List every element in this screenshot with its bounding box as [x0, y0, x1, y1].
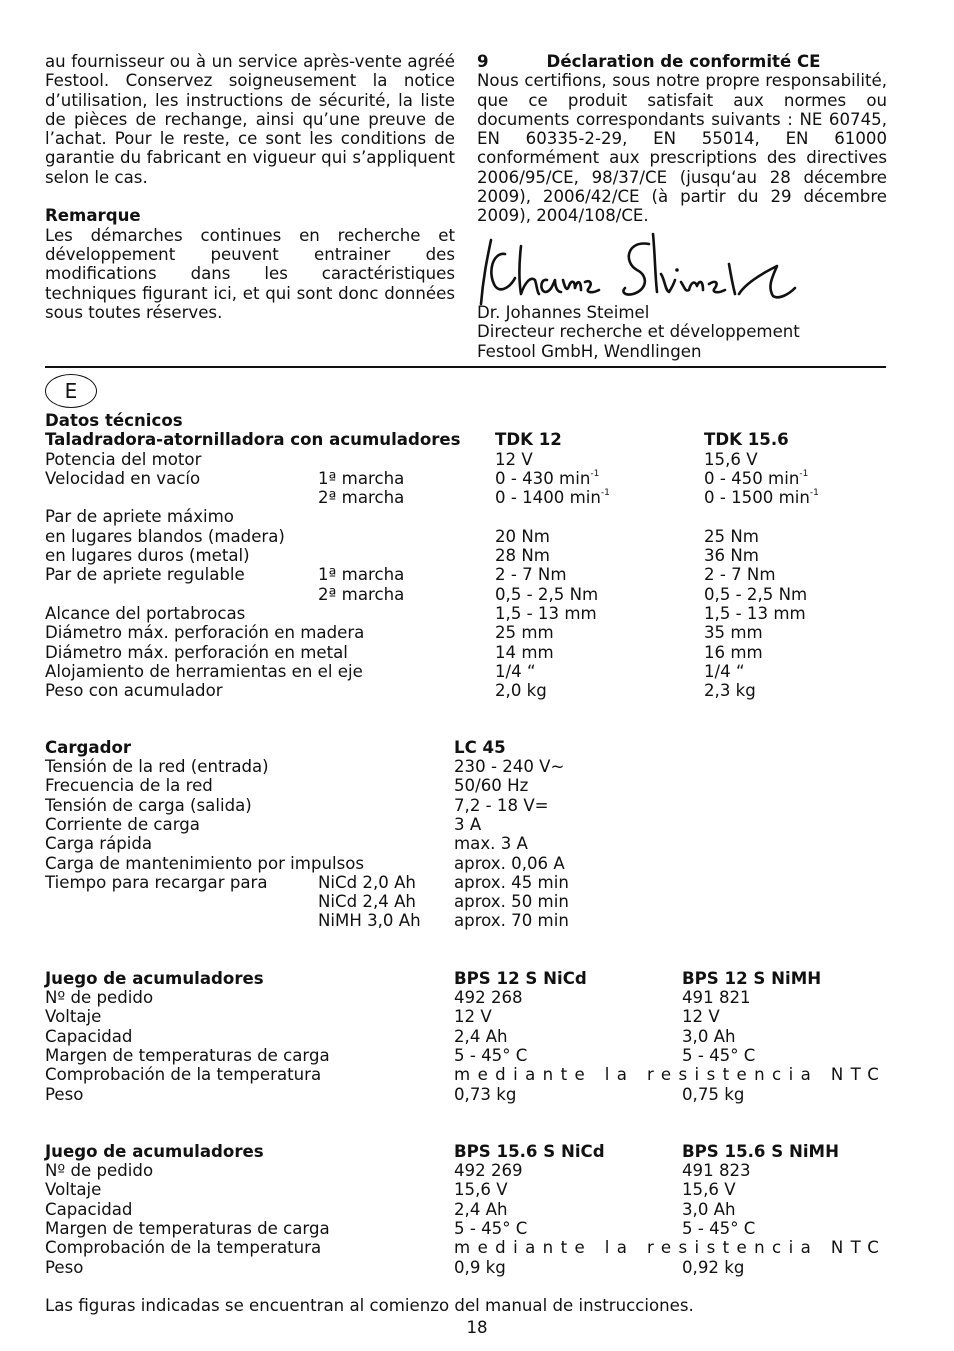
- cargador-title: Cargador: [45, 738, 132, 757]
- datos-row: [45, 488, 905, 507]
- row-value-b: 491 823: [682, 1161, 751, 1180]
- row-value-b: 0,92 kg: [682, 1257, 745, 1277]
- row-label: Capacidad: [45, 1199, 133, 1219]
- juego2-row: [45, 1161, 905, 1180]
- row-label: Tensión de carga (salida): [45, 795, 252, 815]
- row-label: Potencia del motor: [45, 449, 202, 469]
- section-number: 9: [477, 52, 489, 71]
- datos-row: [45, 565, 905, 584]
- row-value-a: 0 - 430 $\min^{-1}$: [495, 468, 600, 488]
- row-value-b: 5 - 45° C: [682, 1045, 756, 1065]
- unit-exponent: -1: [799, 468, 809, 479]
- row-battery: NiCd 2,0 Ah: [318, 872, 416, 892]
- juego1-row: [45, 1085, 905, 1104]
- row-battery: NiMH 3,0 Ah: [318, 911, 421, 931]
- datos-row: [45, 585, 905, 604]
- juego2-row: [45, 1219, 905, 1238]
- remark-text: Les démarches continues en recherche et développement peuvent entrainer des modifications dans les caractéristiques techniques figurant ici, et qui sont donc données sous toutes réserves.: [45, 225, 455, 322]
- row-value-a: 5 - 45° C: [454, 1045, 528, 1065]
- cargador-row: [45, 834, 905, 853]
- cargador-row: [45, 911, 905, 930]
- datos-model-a: TDK 12: [495, 430, 562, 449]
- row-label: Comprobación de la temperatura: [45, 1238, 322, 1258]
- row-label: Par de apriete máximo: [45, 507, 234, 527]
- row-value-b: 2,3 kg: [704, 681, 756, 701]
- row-value-b: 5 - 45° C: [682, 1218, 756, 1238]
- datos-model-b: TDK 15.6: [704, 430, 789, 449]
- row-label: Margen de temperaturas de carga: [45, 1045, 330, 1065]
- row-value: aprox. 45 min: [454, 872, 569, 892]
- row-value-a: 0,73 kg: [454, 1084, 517, 1104]
- row-label: Peso: [45, 1084, 84, 1104]
- row-label: Alcance del portabrocas: [45, 603, 246, 623]
- row-battery: NiCd 2,4 Ah: [318, 892, 416, 912]
- row-label: Frecuencia de la red: [45, 776, 213, 796]
- juego1-header-row: [45, 969, 905, 988]
- cargador-row: [45, 892, 905, 911]
- row-label: Diámetro máx. perforación en metal: [45, 642, 348, 662]
- juego2-row: [45, 1238, 905, 1257]
- row-value-b: 35 mm: [704, 623, 763, 643]
- row-label: Carga rápida: [45, 834, 153, 854]
- datos-row: [45, 546, 905, 565]
- section-title: Déclaration de conformité CE: [546, 52, 821, 71]
- row-gear: 2ª marcha: [318, 488, 405, 508]
- row-value-a: 14 mm: [495, 642, 554, 662]
- row-value: 230 - 240 V~: [454, 757, 565, 776]
- row-value-b: 36 Nm: [704, 546, 759, 565]
- juego1-row: [45, 1065, 905, 1084]
- row-label: Peso: [45, 1257, 84, 1277]
- warranty-paragraph: au fournisseur ou à un service après-vente agréé Festool. Conservez soigneusement la notice d’utilisation, les instructions de sécurité, la liste de pièces de rechange, ainsi qu’une preuve de l’achat. Pour le reste, ce sont les conditions de garantie du fabricant en vigueur qui s’appliquent selon le cas.: [45, 52, 455, 187]
- juego2-row: [45, 1258, 905, 1277]
- datos-row: [45, 507, 905, 526]
- row-value-b: 3,0 Ah: [682, 1199, 736, 1219]
- unit-exponent: -1: [590, 468, 600, 479]
- juego1-row: [45, 1007, 905, 1026]
- row-value-a: 2,4 Ah: [454, 1199, 508, 1219]
- row-label: Alojamiento de herramientas en el eje: [45, 661, 363, 681]
- row-value: 3 A: [454, 814, 482, 834]
- juego2-row: [45, 1200, 905, 1219]
- row-gear: 2ª marcha: [318, 584, 405, 604]
- row-value-b: 3,0 Ah: [682, 1026, 736, 1046]
- row-value-b: 1/4 “: [704, 661, 745, 681]
- row-label: Peso con acumulador: [45, 681, 223, 701]
- datos-row: [45, 604, 905, 623]
- row-value-a: 28 Nm: [495, 546, 550, 565]
- cargador-row: [45, 776, 905, 795]
- unit-exponent: -1: [600, 488, 610, 499]
- row-label: Voltaje: [45, 1007, 102, 1027]
- row-value-a: 20 Nm: [495, 526, 550, 546]
- row-value-a: mediante la resistencia NTC: [454, 1065, 887, 1085]
- row-label: Diámetro máx. perforación en madera: [45, 623, 365, 643]
- cargador-row: [45, 757, 905, 776]
- row-value-a: 2,4 Ah: [454, 1026, 508, 1046]
- unit-exponent: -1: [809, 488, 819, 499]
- row-label: Margen de temperaturas de carga: [45, 1218, 330, 1238]
- row-value-a: mediante la resistencia NTC: [454, 1238, 887, 1258]
- cargador-header-row: [45, 738, 905, 757]
- row-value-b: 16 mm: [704, 642, 763, 662]
- row-label: Voltaje: [45, 1180, 102, 1200]
- row-label: Velocidad en vacío: [45, 468, 201, 488]
- row-value: 7,2 - 18 V=: [454, 795, 549, 815]
- row-label: Tensión de la red (entrada): [45, 757, 269, 776]
- row-label: Tiempo para recargar para: [45, 872, 268, 892]
- row-value-a: 1/4 “: [495, 661, 536, 681]
- row-label: Par de apriete regulable: [45, 565, 245, 585]
- juego1-row: [45, 1046, 905, 1065]
- datos-product: Taladradora-atornilladora con acumuladores: [45, 430, 461, 449]
- footer-note: Las figuras indicadas se encuentran al comienzo del manual de instrucciones.: [45, 1296, 694, 1315]
- juego1-title: Juego de acumuladores: [45, 969, 264, 988]
- conformity-text: Nous certifions, sous notre propre responsabilité, que ce produit satisfait aux normes ou documents correspondants suivants : NE 60745, EN 60335-2-29, EN 55014, EN 61000 conformément aux prescriptions des directives 2006/95/CE, 98/37/CE (jusqu‘au 28 décembre 2009), 2006/42/CE (à partir du 29 décembre 2009), 2004/108/CE.: [477, 71, 887, 226]
- row-value-a: 492 269: [454, 1161, 523, 1180]
- juego2-header-row: [45, 1142, 905, 1161]
- datos-row: [45, 527, 905, 546]
- section-heading: [477, 52, 887, 71]
- cargador-row: [45, 815, 905, 834]
- juego1-model-a: BPS 12 S NiCd: [454, 969, 587, 988]
- page-number: 18: [466, 1318, 488, 1337]
- right-column: [477, 52, 887, 226]
- row-value-a: 492 268: [454, 988, 523, 1007]
- left-column: [45, 52, 455, 322]
- row-label: Nº de pedido: [45, 1161, 154, 1180]
- row-label: Comprobación de la temperatura: [45, 1065, 322, 1085]
- signatory-position: Directeur recherche et développement: [477, 322, 800, 342]
- row-value-a: 1,5 - 13 mm: [495, 603, 597, 623]
- row-value-a: 15,6 V: [454, 1180, 508, 1200]
- juego1-row: [45, 1027, 905, 1046]
- juego2-title: Juego de acumuladores: [45, 1142, 264, 1161]
- cargador-row: [45, 854, 905, 873]
- row-value-b: 15,6 V: [682, 1180, 736, 1200]
- signature-block: [477, 303, 897, 361]
- row-value-b: 0,5 - 2,5 Nm: [704, 584, 808, 604]
- juego1-row: [45, 988, 905, 1007]
- row-value-b: 25 Nm: [704, 526, 759, 546]
- datos-row: [45, 450, 905, 469]
- row-value-b: 12 V: [682, 1007, 720, 1027]
- row-gear: 1ª marcha: [318, 468, 405, 488]
- datos-row: [45, 681, 905, 700]
- row-value-a: 12 V: [495, 449, 533, 469]
- row-value-a: 0,5 - 2,5 Nm: [495, 584, 599, 604]
- row-value-b: 15,6 V: [704, 449, 758, 469]
- row-value-b: 0 - 1500 $\min^{-1}$: [704, 488, 819, 508]
- juego2-model-a: BPS 15.6 S NiCd: [454, 1142, 605, 1161]
- datos-title-row: [45, 411, 905, 430]
- section-divider: [45, 366, 886, 368]
- row-label: Corriente de carga: [45, 814, 200, 834]
- datos-row: [45, 623, 905, 642]
- signatory-company: Festool GmbH, Wendlingen: [477, 341, 702, 361]
- row-value: aprox. 70 min: [454, 911, 569, 931]
- row-value-a: 25 mm: [495, 623, 554, 643]
- row-label: en lugares duros (metal): [45, 546, 250, 565]
- row-value-a: 0,9 kg: [454, 1257, 506, 1277]
- row-value-a: 12 V: [454, 1007, 492, 1027]
- datos-title: Datos técnicos: [45, 411, 183, 430]
- cargador-row: [45, 873, 905, 892]
- row-value-a: 5 - 45° C: [454, 1218, 528, 1238]
- cargador-model: LC 45: [454, 738, 506, 757]
- juego2-model-b: BPS 15.6 S NiMH: [682, 1142, 839, 1161]
- language-marker: E: [45, 374, 97, 408]
- datos-row: [45, 643, 905, 662]
- row-gear: 1ª marcha: [318, 565, 405, 585]
- signature-image: [477, 224, 797, 306]
- row-value-a: 2,0 kg: [495, 681, 547, 701]
- row-value: aprox. 50 min: [454, 892, 569, 912]
- row-value-b: 0,75 kg: [682, 1084, 745, 1104]
- juego2-row: [45, 1180, 905, 1199]
- row-value-a: 0 - 1400 $\min^{-1}$: [495, 488, 610, 508]
- cargador-row: [45, 796, 905, 815]
- signatory-name: Dr. Johannes Steimel: [477, 303, 650, 322]
- row-value: max. 3 A: [454, 834, 528, 854]
- row-value: 50/60 Hz: [454, 776, 529, 796]
- datos-header-row: [45, 430, 905, 449]
- row-label: Nº de pedido: [45, 988, 154, 1007]
- row-label: Carga de mantenimiento por impulsos: [45, 853, 365, 873]
- remark-title: Remarque: [45, 206, 141, 226]
- row-value-b: 2 - 7 Nm: [704, 565, 776, 585]
- row-label: Capacidad: [45, 1026, 133, 1046]
- datos-row: [45, 469, 905, 488]
- row-value-b: 0 - 450 $\min^{-1}$: [704, 468, 809, 488]
- row-label: en lugares blandos (madera): [45, 526, 285, 546]
- row-value-b: 1,5 - 13 mm: [704, 603, 806, 623]
- row-value: aprox. 0,06 A: [454, 853, 565, 873]
- juego1-model-b: BPS 12 S NiMH: [682, 969, 822, 988]
- row-value-a: 2 - 7 Nm: [495, 565, 567, 585]
- row-value-b: 491 821: [682, 988, 751, 1007]
- datos-row: [45, 662, 905, 681]
